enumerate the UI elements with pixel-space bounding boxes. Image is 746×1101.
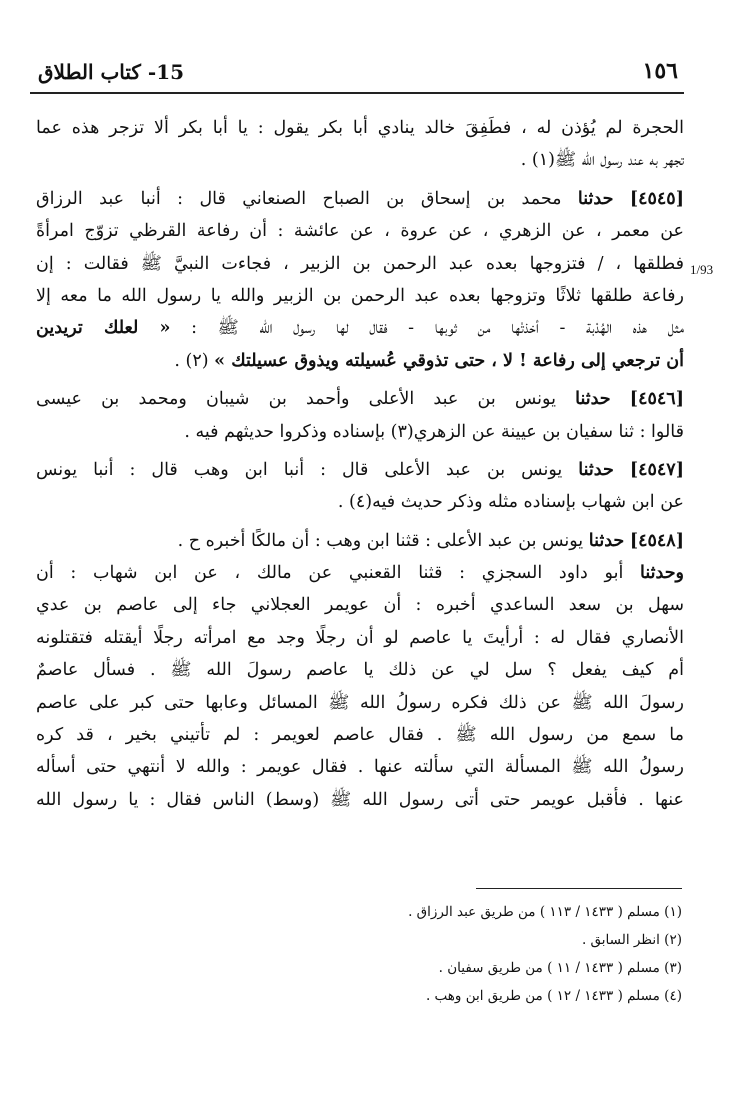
narration-keyword: حدثنا bbox=[588, 530, 625, 551]
text-line: ما سمع من رسول الله ﷺ . فقال عاصم لعويمر : لم تأتيني بخير ، قد كره bbox=[36, 725, 684, 746]
hadith-entry-4548: [٤٥٤٨] حدثنا يونس بن عبد الأعلى : قثنا ابن وهب : أن مالكًا أخبره ح . bbox=[177, 530, 684, 551]
hadith-number: [٤٥٤٦] bbox=[629, 389, 684, 410]
hadith-entry-4546: [٤٥٤٦] حدثنا يونس بن عبد الأعلى وأحمد بن شيبان ومحمد بن عيسى bbox=[36, 389, 684, 410]
text-line: عن معمر ، عن الزهري ، عن عروة ، عن عائشة : أن رفاعة القرظي تزوّج امرأةً bbox=[36, 221, 684, 242]
text-line: رفاعة طلقها ثلاثًا وتزوجها بعده عبد الرحمن بن الزبير والله يا رسول الله ما معه إلا bbox=[36, 285, 684, 306]
narration-keyword: حدثنا bbox=[578, 459, 614, 480]
prophetic-quote: « لعلك تريدين bbox=[36, 318, 171, 339]
page-number: ١٥٦ bbox=[642, 58, 678, 84]
prophetic-quote: أن ترجعي إلى رفاعة ! لا ، حتى تذوقي عُسيلته ويذوق عسيلتك » bbox=[214, 350, 684, 371]
hadith-number: [٤٥٤٧] bbox=[629, 459, 684, 480]
hadith-entry-4547: [٤٥٤٧] حدثنا يونس بن عبد الأعلى قال : أنبا ابن وهب قال : أنبا يونس bbox=[36, 459, 684, 480]
text-line: سهل بن سعد الساعدي أخبره : أن عويمر العجلاني جاء إلى عاصم بن عدي bbox=[36, 595, 684, 616]
footnote-1: (١) مسلم ( ١٤٣٣ / ١١٣ ) من طريق عبد الرزاق . bbox=[408, 904, 682, 920]
narration-keyword: وحدثنا bbox=[640, 563, 684, 584]
text-line: عن ابن شهاب بإسناده مثله وذكر حديث فيه(٤) . bbox=[337, 492, 684, 513]
header-divider bbox=[30, 92, 684, 94]
text-line: قالوا : ثنا سفيان بن عيينة عن الزهري(٣) بإسناده وذكروا حديثهم فيه . bbox=[184, 421, 684, 442]
text-line: فطلقها ، / فتزوجها بعده عبد الرحمن بن الزبير ، فجاءت النبيَّ ﷺ فقالت : إن bbox=[36, 253, 684, 274]
hadith-entry-4545: [٤٥٤٥] حدثنا محمد بن إسحاق بن الصباح الصنعاني قال : أنبا عبد الرزاق bbox=[36, 188, 684, 209]
page-header bbox=[30, 54, 684, 94]
footnote-3: (٣) مسلم ( ١٤٣٣ / ١١ ) من طريق سفيان . bbox=[438, 960, 682, 976]
text-line: رسولَ الله ﷺ عن ذلك فكره رسولُ الله ﷺ المسائل وعابها حتى كبر على عاصم bbox=[36, 692, 684, 713]
margin-folio-note: 1/93 bbox=[690, 262, 714, 277]
text-line: الأنصاري فقال له : أرأيتَ يا عاصم لو أن رجلًا وجد مع امرأته رجلًا أيقتله فتقتلونه bbox=[36, 627, 684, 648]
narration-keyword: حدثنا bbox=[575, 389, 611, 410]
text-line: تجهر به عند رسول الله ﷺ(١) . bbox=[520, 150, 684, 171]
text-line: مثل هذه الهُدْبة - أخذتْها من ثوبها - فقال لها رسول الله ﷺ : « لعلك تريدين bbox=[36, 318, 684, 339]
text-line: رسولُ الله ﷺ المسألة التي سألته عنها . فقال عويمر : والله لا أنتهي حتى أسأله bbox=[36, 757, 684, 778]
text-line: أم كيف يفعل ؟ سل لي عن ذلك يا عاصم رسولَ الله ﷺ . فسأل عاصمٌ bbox=[36, 660, 684, 681]
narration-keyword: حدثنا bbox=[577, 188, 614, 209]
text-line: وحدثنا أبو داود السجزي : قثنا القعنبي عن مالك ، عن ابن شهاب : أن bbox=[36, 563, 684, 584]
hadith-text bbox=[36, 112, 684, 816]
text-line: عنها . فأقبل عويمر حتى أتى رسول الله ﷺ (وسط) الناس فقال : يا رسول الله bbox=[36, 789, 684, 810]
footnote-2: (٢) انظر السابق . bbox=[581, 932, 682, 948]
footnotes bbox=[300, 898, 682, 1010]
text-line: أن ترجعي إلى رفاعة ! لا ، حتى تذوقي عُسيلته ويذوق عسيلتك » (٢) . bbox=[174, 350, 684, 371]
hadith-number: [٤٥٤٥] bbox=[629, 188, 684, 209]
footnote-divider bbox=[476, 888, 682, 889]
text-line: الحجرة لم يُؤذن له ، فطَفِقَ خالد ينادي أبا بكر يقول : يا أبا بكر ألا تزجر هذه عما bbox=[36, 118, 684, 138]
footnote-4: (٤) مسلم ( ١٤٣٣ / ١٢ ) من طريق ابن وهب . bbox=[425, 988, 682, 1004]
chapter-title: 15- كتاب الطلاق bbox=[38, 60, 185, 84]
hadith-number: [٤٥٤٨] bbox=[629, 530, 684, 551]
